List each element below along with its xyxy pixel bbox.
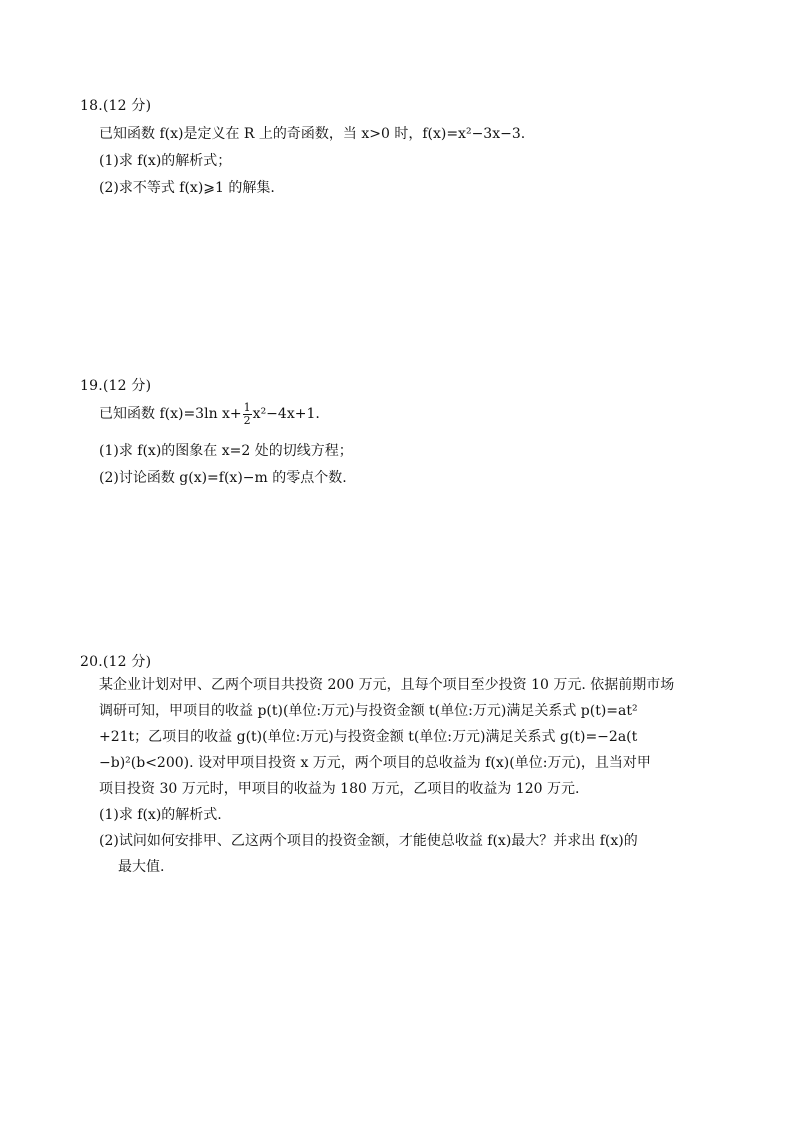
stem-line: 某企业计划对甲、乙两个项目共投资 200 万元，且每个项目至少投资 10 万元. 依据前期市场 [99,677,675,693]
sub-question-1: (1)求 f(x)的解析式. [99,807,222,823]
fraction-numerator: 1 [243,401,251,414]
sub-question-2: (2)试问如何安排甲、乙这两个项目的投资金额，才能使总收益 f(x)最大？并求出 f(x)的 [99,833,638,849]
stem-suffix: x²−4x+1. [252,406,320,423]
problem-stem [99,402,320,426]
problem-number: 18.(12 分) [80,98,152,114]
sub-question-1: (1)求 f(x)的解析式； [99,153,232,169]
problem-number: 19.(12 分) [80,378,152,394]
stem-line: 项目投资 30 万元时，甲项目的收益为 180 万元，乙项目的收益为 120 万元. [99,781,580,797]
sub-question-1: (1)求 f(x)的图象在 x=2 处的切线方程； [99,443,353,459]
sub-question-2: (2)求不等式 f(x)⩾1 的解集. [99,180,275,196]
stem-prefix: 已知函数 f(x)=3ln x+ [99,406,242,423]
problem-stem: 已知函数 f(x)是定义在 R 上的奇函数，当 x>0 时，f(x)=x²−3x−3. [99,126,526,142]
stem-line: −b)²(b<200). 设对甲项目投资 x 万元，两个项目的总收益为 f(x)(单位:万元)，且当对甲 [99,755,651,771]
stem-line: +21t；乙项目的收益 g(t)(单位:万元)与投资金额 t(单位:万元)满足关系式 g(t)=−2a(t [99,729,638,745]
problem-number: 20.(12 分) [80,654,152,670]
stem-line: 调研可知，甲项目的收益 p(t)(单位:万元)与投资金额 t(单位:万元)满足关系式 p(t)=at² [99,703,638,719]
fraction-denominator: 2 [243,413,251,427]
sub-question-2: (2)讨论函数 g(x)=f(x)−m 的零点个数. [99,470,347,486]
fraction [243,402,252,426]
sub-question-2-continued: 最大值. [118,859,165,875]
